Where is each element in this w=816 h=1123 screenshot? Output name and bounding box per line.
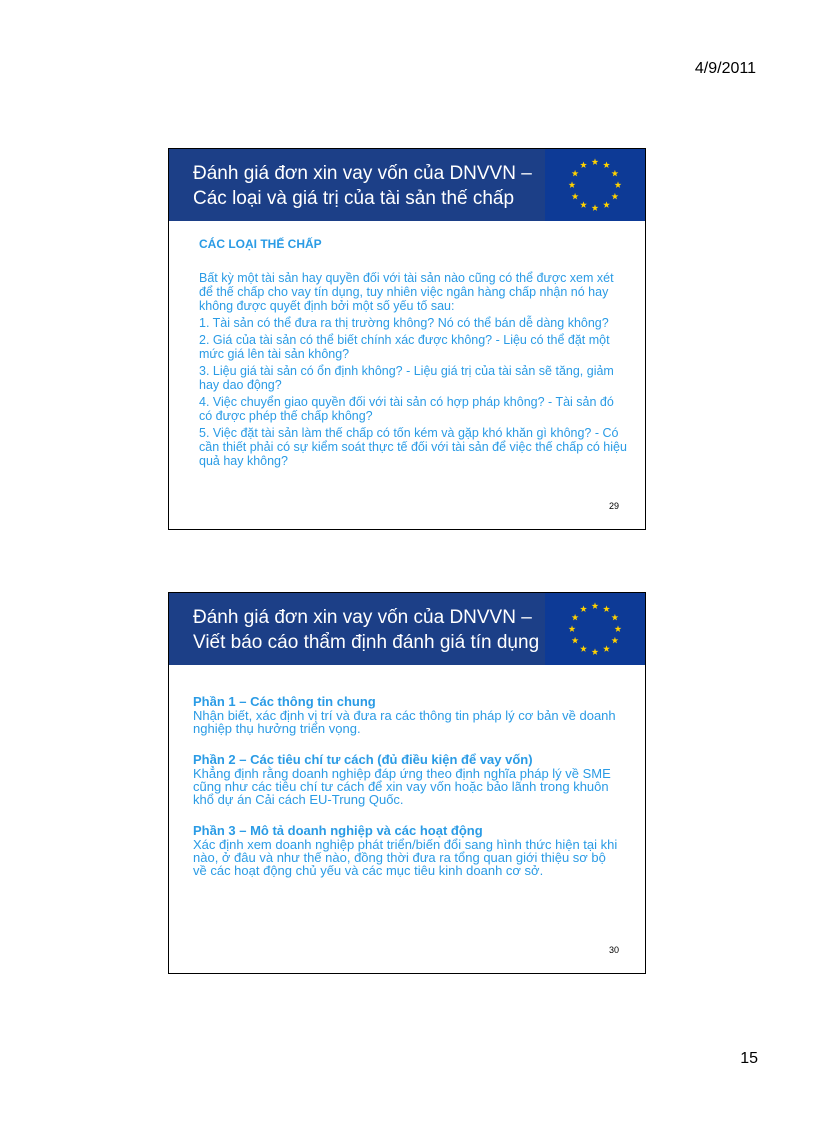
eu-star-icon: [603, 201, 610, 208]
eu-star-icon: [580, 161, 587, 168]
eu-star-icon: [580, 645, 587, 652]
eu-star-icon: [569, 181, 576, 188]
slide-title-line2: Viết báo cáo thẩm định đánh giá tín dụng: [193, 632, 540, 653]
slide-title-line1: Đánh giá đơn xin vay vốn của DNVVN –: [193, 607, 532, 628]
eu-star-icon: [603, 645, 610, 652]
list-item: 1. Tài sản có thể đưa ra thị trường không? Nó có thể bán dễ dàng không?: [199, 316, 609, 330]
slide-body: [193, 695, 623, 895]
eu-star-icon: [603, 605, 610, 612]
eu-star-icon: [572, 193, 579, 200]
collateral-heading: CÁC LOẠI THẾ CHẤP: [199, 237, 322, 251]
slide-title: [193, 161, 553, 211]
eu-star-icon: [611, 193, 618, 200]
eu-star-icon: [592, 158, 599, 165]
eu-star-icon: [592, 648, 599, 655]
eu-star-icon: [580, 605, 587, 612]
eu-star-icon: [572, 637, 579, 644]
intro-paragraph: Bất kỳ một tài sản hay quyền đối với tài sản nào cũng có thể được xem xét để thế chấp cho vay tín dụng, tuy nhiên việc ngân hàng chấp nhận nó hay không được quyết định bởi một số yếu tố sau:: [199, 271, 614, 313]
list-item: 4. Việc chuyển giao quyền đối với tài sản có hợp pháp không? - Tài sản đó có được phép thế chấp không?: [199, 395, 614, 423]
slide-number: 30: [608, 945, 619, 955]
section-text: Nhận biết, xác định vị trí và đưa ra các thông tin pháp lý cơ bản về doanh nghiệp thụ hưởng triển vọng.: [193, 708, 616, 736]
list-item: 2. Giá của tài sản có thể biết chính xác được không? - Liệu có thể đặt một mức giá lên tài sản không?: [199, 333, 610, 361]
eu-star-icon: [615, 181, 622, 188]
eu-star-icon: [580, 201, 587, 208]
slide-header: [169, 149, 645, 221]
slide-29: [168, 148, 646, 530]
eu-star-icon: [572, 170, 579, 177]
report-section: [193, 753, 623, 806]
eu-star-icon: [569, 625, 576, 632]
eu-star-icon: [611, 637, 618, 644]
slide-body: [199, 237, 629, 468]
slide-title: [193, 605, 553, 655]
section-title: Phần 1 – Các thông tin chung: [193, 694, 376, 709]
slide-30: [168, 592, 646, 974]
slide-header: [169, 593, 645, 665]
slide-title-line2: Các loại và giá trị của tài sản thế chấp: [193, 188, 515, 209]
section-title: Phần 3 – Mô tả doanh nghiệp và các hoạt động: [193, 823, 483, 838]
list-item: 3. Liệu giá tài sản có ổn định không? - Liệu giá trị của tài sản sẽ tăng, giảm hay dao động?: [199, 364, 614, 392]
list-item: 5. Việc đặt tài sản làm thế chấp có tốn kém và gặp khó khăn gì không? - Có cần thiết phải có sự kiểm soát thực tế đối với tài sản để việc thế chấp có hiệu quả hay không?: [199, 426, 627, 468]
report-section: [193, 824, 623, 877]
eu-flag-icon: [545, 593, 645, 665]
page-number: 15: [740, 1050, 758, 1067]
eu-flag-icon: [545, 149, 645, 221]
report-section: [193, 695, 623, 735]
section-text: Xác định xem doanh nghiệp phát triển/biến đổi sang hình thức hiện tại khi nào, ở đâu và như thế nào, đồng thời đưa ra tổng quan giới thiệu sơ bộ về các hoạt động chủ yếu và các mục tiêu kinh doanh cơ sở.: [193, 837, 618, 878]
eu-star-icon: [572, 614, 579, 621]
section-title: Phần 2 – Các tiêu chí tư cách (đủ điều kiện để vay vốn): [193, 752, 533, 767]
eu-star-icon: [603, 161, 610, 168]
eu-star-icon: [611, 614, 618, 621]
slide-number: 29: [608, 501, 619, 511]
eu-star-icon: [592, 602, 599, 609]
slide-title-line1: Đánh giá đơn xin vay vốn của DNVVN –: [193, 163, 532, 184]
section-text: Khẳng định rằng doanh nghiệp đáp ứng theo định nghĩa pháp lý về SME cũng như các tiêu chí tư cách để xin vay vốn hoặc bảo lãnh trong khuôn khổ dự án Cải cách EU-Trung Quốc.: [193, 766, 611, 807]
eu-star-icon: [615, 625, 622, 632]
page-date: 4/9/2011: [694, 60, 756, 77]
eu-star-icon: [592, 204, 599, 211]
eu-star-icon: [611, 170, 618, 177]
